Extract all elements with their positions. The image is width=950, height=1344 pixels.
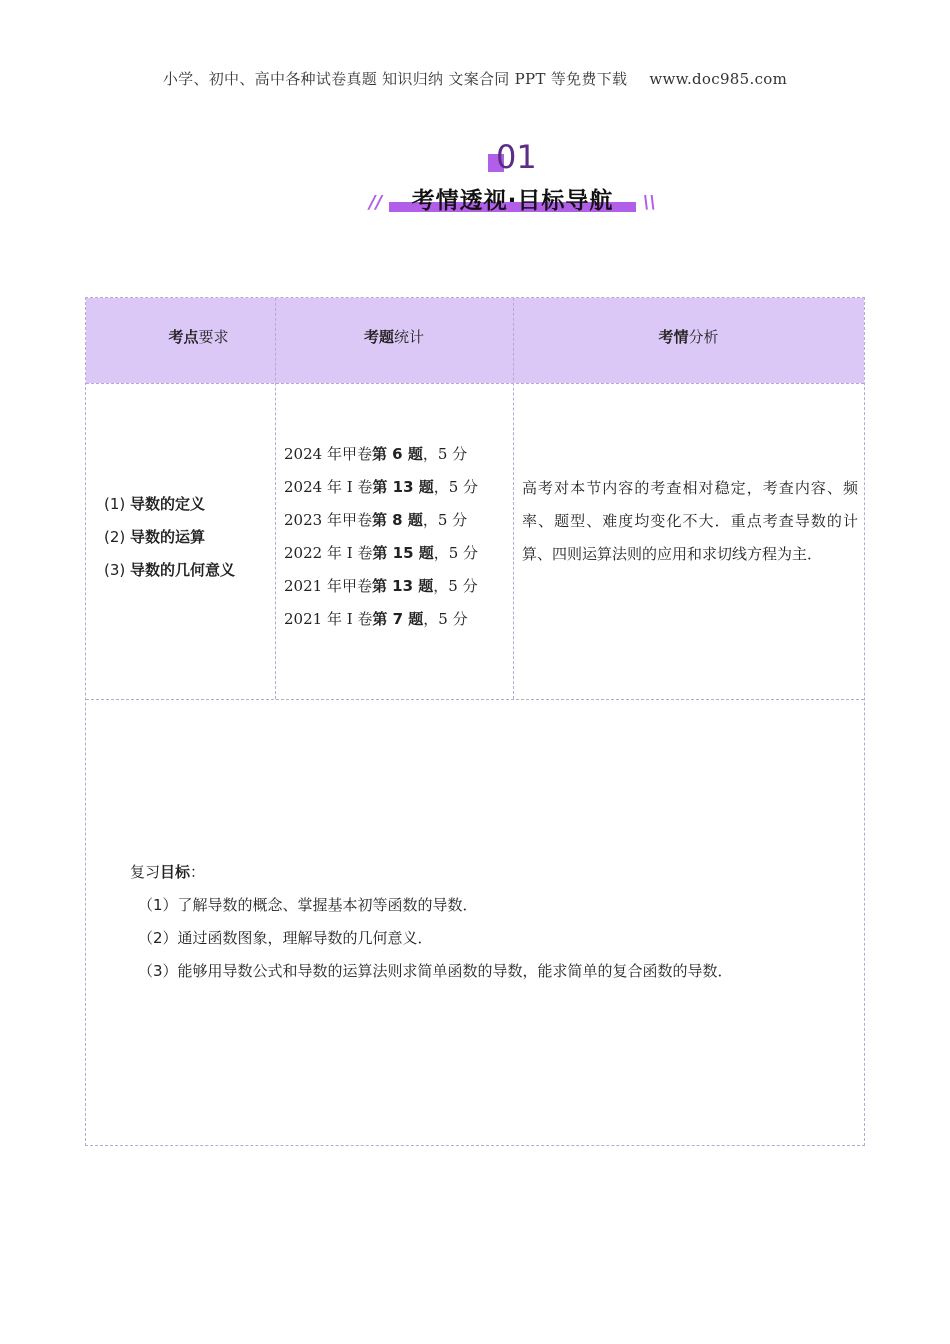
header-bold: 考情 bbox=[658, 328, 689, 346]
exam-overview-table bbox=[85, 297, 865, 1146]
exam-year: 2021 年 I 卷 bbox=[284, 610, 373, 628]
exam-question: 第 13 题 bbox=[371, 577, 434, 595]
list-item: （2）通过函数图象，理解导数的几何意义． bbox=[138, 929, 433, 947]
section-title: 考情透视·目标导航 bbox=[411, 188, 614, 214]
exam-year: 2021 年甲卷 bbox=[284, 577, 372, 595]
goals-title-pre: 复习 bbox=[130, 863, 161, 881]
exam-score: ，5 分 bbox=[433, 478, 479, 496]
section-heading bbox=[365, 180, 660, 220]
exam-year: 2022 年 I 卷 bbox=[284, 544, 373, 562]
header-bold: 考点 bbox=[168, 328, 199, 346]
item-bold: 导数的运算 bbox=[130, 528, 206, 546]
item-bold: 导数的定义 bbox=[130, 495, 206, 513]
list-item bbox=[284, 603, 478, 636]
item-number: (1) bbox=[104, 495, 126, 513]
row-divider bbox=[86, 383, 864, 384]
header-cell-exams bbox=[275, 298, 513, 383]
exam-score: ，5 分 bbox=[422, 511, 468, 529]
header-site: www.doc985.com bbox=[649, 70, 788, 88]
list-item bbox=[284, 471, 478, 504]
header-rest: 分析 bbox=[688, 328, 719, 346]
list-item bbox=[104, 554, 235, 587]
goals-title-post: ： bbox=[190, 863, 206, 881]
header-rest: 统计 bbox=[394, 328, 425, 346]
header-cell-analysis bbox=[513, 298, 864, 383]
goals-title-bold: 目标 bbox=[160, 863, 191, 881]
list-item bbox=[104, 521, 235, 554]
list-item bbox=[104, 488, 235, 521]
item-bold: 导数的几何意义 bbox=[130, 561, 236, 579]
exam-score: ，5 分 bbox=[423, 610, 468, 628]
exam-year: 2023 年甲卷 bbox=[284, 511, 372, 529]
header-rest: 要求 bbox=[198, 328, 229, 346]
exam-score: ，5 分 bbox=[433, 544, 479, 562]
exam-points-list bbox=[104, 488, 235, 587]
exam-stats-list bbox=[284, 438, 478, 636]
exam-question: 第 8 题 bbox=[371, 511, 423, 529]
item-number: (2) bbox=[104, 528, 126, 546]
page-header bbox=[0, 68, 950, 89]
header-text: 小学、初中、高中各种试卷真题 知识归纳 文案合同 PPT 等免费下载 bbox=[162, 70, 628, 88]
goals-title bbox=[130, 856, 733, 889]
slash-decor-left: // bbox=[369, 192, 383, 213]
list-item bbox=[284, 438, 478, 471]
exam-year: 2024 年 I 卷 bbox=[284, 478, 373, 496]
list-item bbox=[284, 504, 478, 537]
exam-year: 2024 年甲卷 bbox=[284, 445, 372, 463]
exam-question: 第 7 题 bbox=[372, 610, 424, 628]
exam-question: 第 15 题 bbox=[372, 544, 434, 562]
item-number: (3) bbox=[104, 561, 126, 579]
row-divider bbox=[86, 699, 864, 700]
list-item: （3）能够用导数公式和导数的运算法则求简单函数的导数，能求简单的复合函数的导数． bbox=[138, 962, 733, 980]
list-item bbox=[284, 570, 478, 603]
exam-question: 第 6 题 bbox=[371, 445, 423, 463]
list-item: （1）了解导数的概念、掌握基本初等函数的导数． bbox=[138, 896, 478, 914]
exam-analysis-text: 高考对本节内容的考查相对稳定，考查内容、频率、题型、难度均变化不大．重点考查导数的计算、四则运算法则的应用和求切线方程为主． bbox=[522, 479, 858, 563]
section-number-text: 01 bbox=[496, 138, 537, 176]
section-number bbox=[488, 138, 548, 178]
exam-question: 第 13 题 bbox=[372, 478, 434, 496]
header-bold: 考题 bbox=[363, 328, 394, 346]
review-goals bbox=[130, 856, 733, 988]
list-item bbox=[284, 537, 478, 570]
slash-decor-right: \\ bbox=[642, 192, 656, 213]
exam-score: ，5 分 bbox=[433, 577, 478, 595]
exam-score: ，5 分 bbox=[422, 445, 468, 463]
